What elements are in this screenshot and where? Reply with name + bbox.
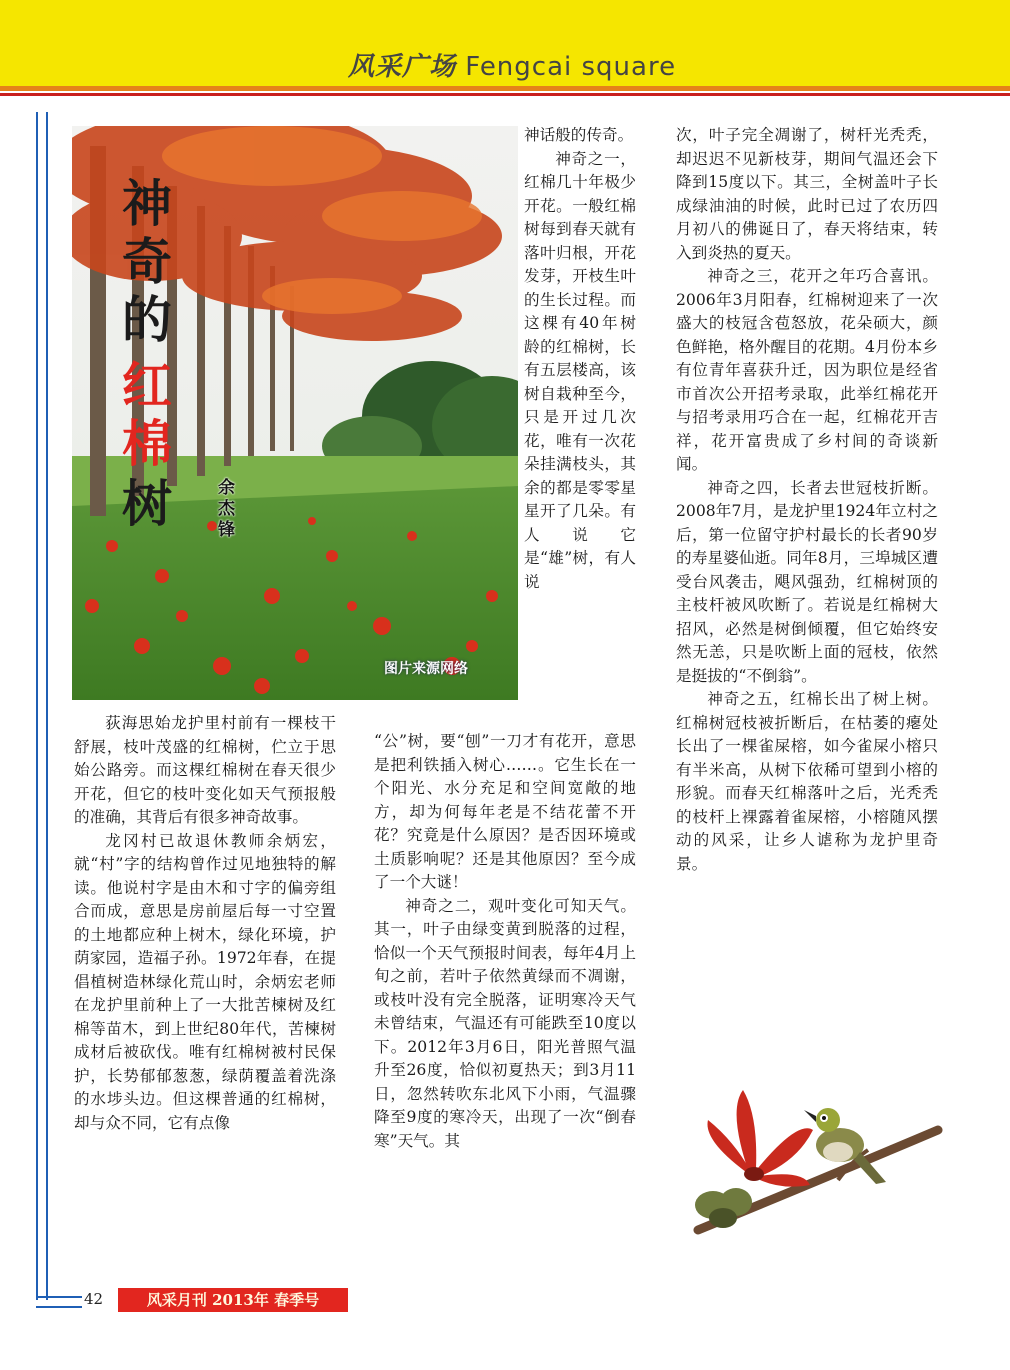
header-bar [0,0,1010,86]
paragraph: 神奇之五，红棉长出了树上树。红棉树冠枝被折断后，在枯萎的瘪处长出了一棵雀屎榕，如今雀屎小榕只有半米高，从树下依稀可望到小榕的形貌。而春天红棉落叶之后，光秃秃的枝杆上裸露着雀屎榕，小榕随风摆动的风采，让乡人谑称为龙护里奇景。 [676,690,938,873]
column-3 [676,124,938,876]
title-char-1: 神 [122,175,172,233]
title-char-2: 奇 [122,233,172,291]
paragraph: 神话般的传奇。 [524,126,634,144]
paragraph: 神奇之三，花开之年巧合喜讯。2006年3月阳春，红棉树迎来了一次盛大的枝冠含苞怒放，花朵硕大，颜色鲜艳，格外醒目的花期。4月份本乡有位青年喜获升迁，因为职位是经省市首次公开招考录取，此举红棉花开与招考录用巧合在一起，红棉花开吉祥，花开富贵成了乡村间的奇谈新闻。 [676,267,938,473]
photo-credit: 图片来源网络 [384,661,468,677]
paragraph: 龙冈村已故退休教师余炳宏，就“村”字的结构曾作过见地独特的解读。他说村字是由木和寸字的偏旁组合而成，意思是房前屋后每一寸空置的土地都应种上树木，绿化环境，护荫家园，造福子孙。1972年春，在提倡植树造林绿化荒山时，余炳宏老师在龙护里前种上了一大批苦楝树及红棉等苗木，到上世纪80年代，苦楝树成材后被砍伐。唯有红棉树被村民保护，长势郁郁葱葱，绿荫覆盖着洗涤的水埗头边。但这棵普通的红棉树，却与众不同，它有点像 [74,831,336,1132]
page-number: 42 [84,1290,104,1308]
paragraph: 次，叶子完全凋谢了，树杆光秃秃，却迟迟不见新枝芽，期间气温还会下降到15度以下。其三，全树盖叶子长成绿油油的时候，此时已过了农历四月初八的佛诞日了，春天将结束，转入到炎热的夏天。 [676,126,938,262]
bottom-border-lines [36,1296,82,1308]
title-char-3: 的 [122,291,172,349]
section-title-cn: 风采广场 [348,52,457,82]
kapok-flower-bird-illustration [688,1090,943,1240]
section-title-en: Fengcai square [465,52,677,82]
column-2-bottom [374,730,636,1153]
paragraph: 荻海思始龙护里村前有一棵枝干舒展，枝叶茂盛的红棉树，伫立于思始公路旁。而这棵红棉树在春天很少开花，但它的枝叶变化如天气预报般的准确，其背后有很多神奇故事。 [74,714,336,826]
header-stripe-red [0,93,1010,96]
paragraph: 神奇之四，长者去世冠枝折断。2008年7月，是龙护里1924年立村之后，第一位留守护村最长的长者90岁的寿星婆仙逝。同年8月，三埠城区遭受台风袭击，飓风强劲，红棉树顶的主枝杆被风吹断了。若说是红棉树大招风，必然是树倒倾覆，但它始终安然无恙，只是吹断上面的冠枝，依然是挺拔的“不倒翁”。 [676,478,938,685]
kapok-photo [72,126,518,700]
paragraph: 神奇之一，红棉几十年极少开花。一般红棉树每到春天就有落叶归根，开花发芽，开枝生叶的生长过程。而这棵有40年树龄的红棉树，长有五层楼高，该树自栽种至今，只是开过几次花，唯有一次花朵挂满枝头，其余的都是零零星星开了几朵。有人说它是“雄”树，有人说 [524,149,636,591]
header-stripe-orange [0,86,1010,91]
column-1 [74,712,336,1135]
paragraph: “公”树，要“刨”一刀才有花开，意思是把利铁插入树心……。它生长在一个阳光、水分充足和空间宽敞的地方，却为何每年老是不结花蕾不开花？究竟是什么原因？是否因环境或土质影响呢？还是其他原因？至今成了一个大谜！ [374,732,636,891]
author-name: 余杰锋 [218,478,235,540]
title-char-6: 树 [122,475,172,533]
column-2-top [524,124,636,594]
title-char-4: 红 [122,357,172,415]
magazine-issue-label: 风采月刊 2013年 春季号 [118,1288,348,1312]
title-char-5: 棉 [122,415,172,473]
left-border-lines [36,112,48,1300]
paragraph: 神奇之二，观叶变化可知天气。其一，叶子由绿变黄到脱落的过程，恰似一个天气预报时间表，每年4月上旬之前，若叶子依然黄绿而不凋谢，或枝叶没有完全脱落，证明寒冷天气未曾结束，气温还有可能跌至10度以下。2012年3月6日，阳光普照气温升至26度，恰似初夏热天；到3月11日，忽然转吹东北风下小雨，气温骤降至9度的寒冷天，出现了一次“倒春寒”天气。其 [374,896,636,1150]
section-title [348,46,676,83]
